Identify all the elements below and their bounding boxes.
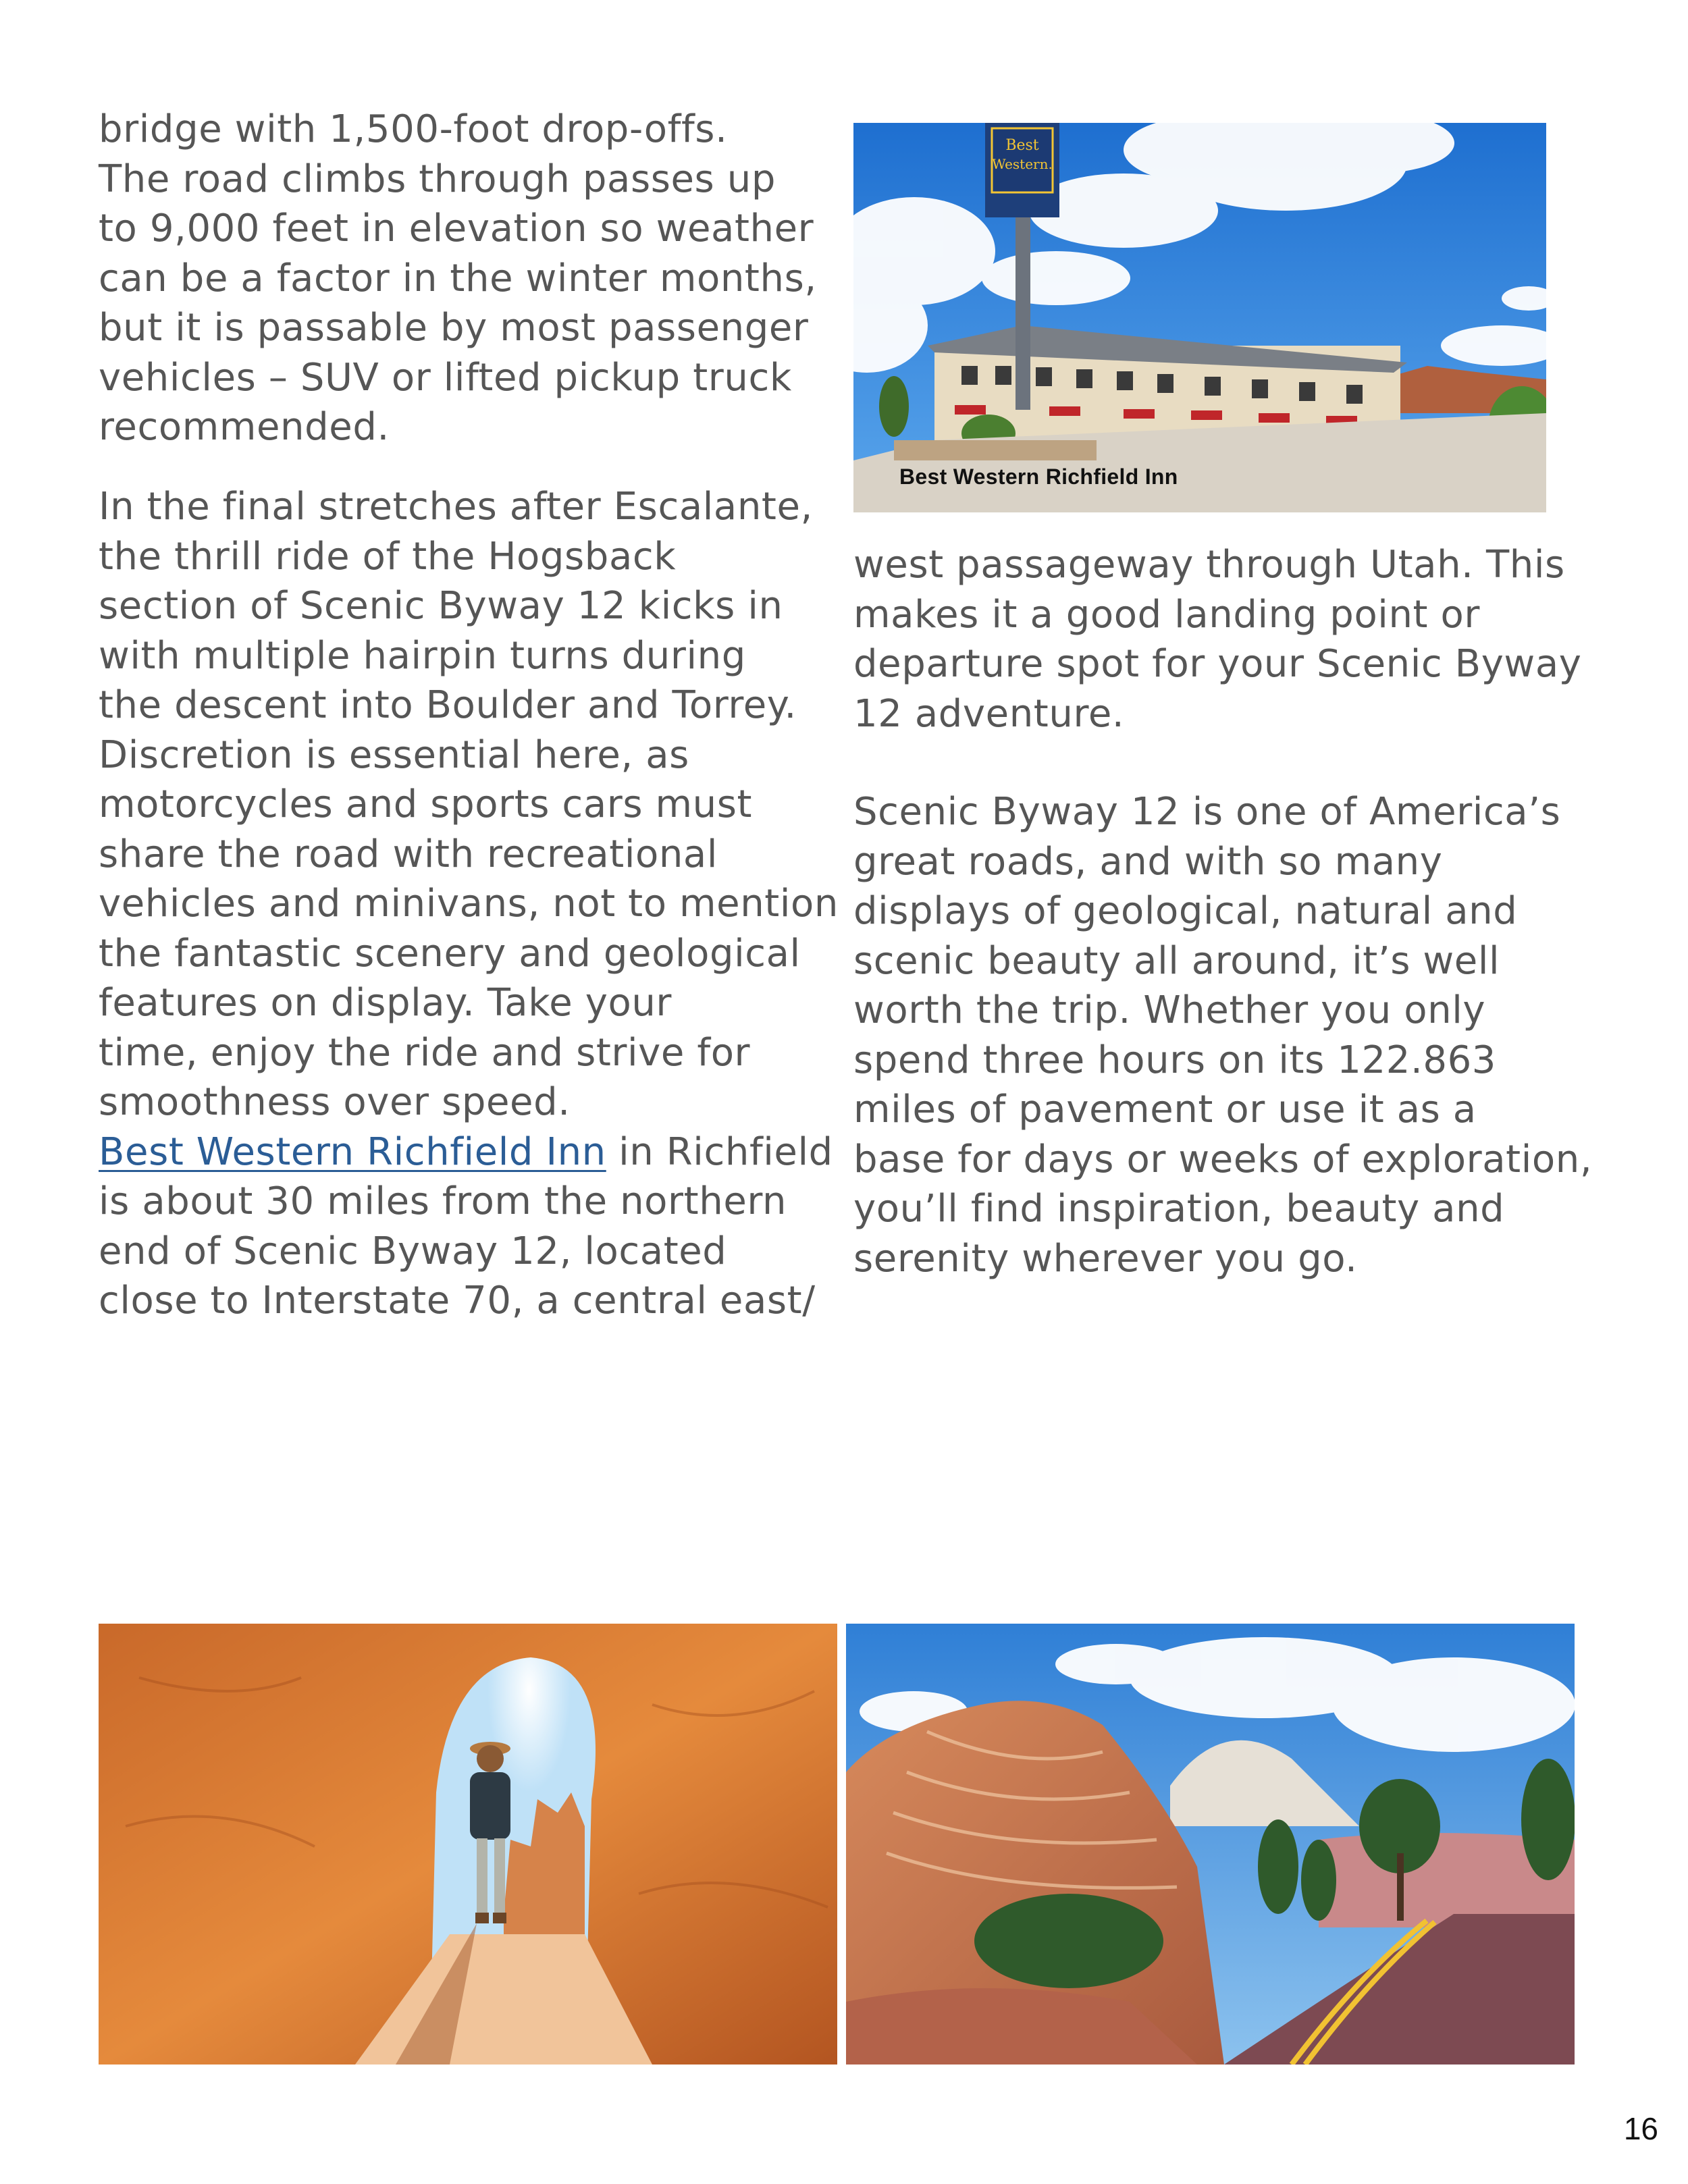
text-line: departure spot for your Scenic Byway: [853, 642, 1582, 686]
text-line: but it is passable by most passenger: [99, 306, 809, 350]
text-line: close to Interstate 70, a central east/: [99, 1279, 816, 1323]
text-line: section of Scenic Byway 12 kicks in: [99, 584, 783, 628]
text-line: recommended.: [99, 405, 390, 449]
best-western-link[interactable]: Best Western Richfield Inn: [99, 1129, 606, 1174]
zion-road-image: [846, 1624, 1575, 2065]
text-line: makes it a good landing point or: [853, 592, 1480, 637]
text-line: share the road with recreational: [99, 832, 718, 876]
text-line: west passageway through Utah. This: [853, 543, 1565, 587]
text-line: the fantastic scenery and geological: [99, 931, 801, 976]
canyon-hiker-image: [99, 1624, 837, 2065]
zion-road-photo: [846, 1624, 1575, 2065]
right-column-paragraph-2: [853, 787, 1592, 1283]
text-line: vehicles and minivans, not to mention: [99, 882, 839, 926]
text-line: base for days or weeks of exploration,: [853, 1137, 1593, 1181]
sign-text-best: Best: [1005, 137, 1039, 154]
text-line: the descent into Boulder and Torrey.: [99, 683, 797, 727]
text-line: is about 30 miles from the northern: [99, 1179, 787, 1223]
text-line: you’ll find inspiration, beauty and: [853, 1187, 1505, 1231]
text-line: bridge with 1,500-foot drop-offs.: [99, 107, 728, 151]
text-line: displays of geological, natural and: [853, 889, 1518, 933]
left-column-paragraph-1: [99, 105, 817, 452]
text-line: motorcycles and sports cars must: [99, 782, 753, 826]
text-line: time, enjoy the ride and strive for: [99, 1030, 751, 1075]
text-line: to 9,000 feet in elevation so weather: [99, 207, 814, 250]
text-line: miles of pavement or use it as a: [853, 1088, 1477, 1131]
right-column-paragraph-1: [853, 540, 1582, 739]
page-number: 16: [1623, 2111, 1658, 2146]
text-line: with multiple hairpin turns during: [99, 633, 746, 678]
text-line: smoothness over speed.: [99, 1080, 571, 1124]
link-line-rest: in Richfield: [606, 1129, 833, 1174]
canyon-hiker-photo: [99, 1624, 837, 2065]
text-line: can be a factor in the winter months,: [99, 256, 817, 300]
hotel-photo-image: [853, 123, 1546, 512]
text-line: spend three hours on its 122.863: [853, 1038, 1497, 1082]
hotel-photo: [853, 123, 1546, 512]
text-line: 12 adventure.: [853, 691, 1125, 736]
text-line: Scenic Byway 12 is one of America’s: [853, 790, 1561, 834]
text-line: features on display. Take your: [99, 981, 672, 1025]
photo-caption: Best Western Richfield Inn: [899, 464, 1178, 489]
text-line: The road climbs through passes up: [99, 157, 776, 201]
sign-text-western: Western.: [992, 156, 1053, 172]
text-line: great roads, and with so many: [853, 839, 1443, 884]
text-line: scenic beauty all around, it’s well: [853, 938, 1500, 983]
text-line: the thrill ride of the Hogsback: [99, 534, 677, 579]
text-line: vehicles – SUV or lifted pickup truck: [99, 355, 792, 400]
text-line: In the final stretches after Escalante,: [99, 485, 813, 529]
text-line: end of Scenic Byway 12, located: [99, 1229, 727, 1273]
text-line: serenity wherever you go.: [853, 1236, 1358, 1281]
left-column-paragraph-2: [99, 482, 839, 1326]
text-line: Discretion is essential here, as: [99, 733, 689, 777]
text-line: worth the trip. Whether you only: [853, 988, 1486, 1032]
link-line: [99, 1127, 839, 1177]
